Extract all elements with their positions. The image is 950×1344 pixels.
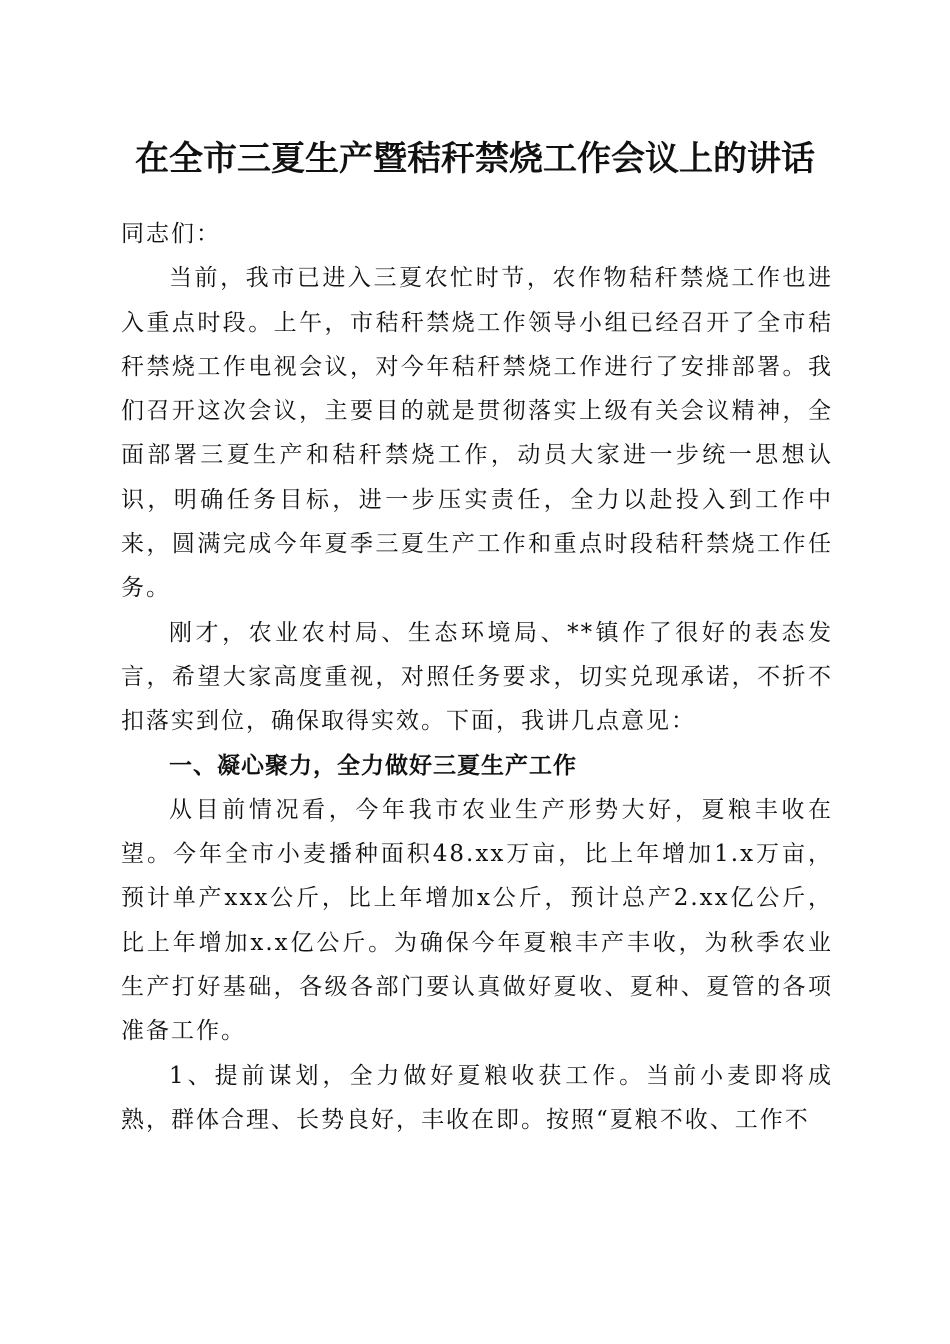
section-paragraph-1: 从目前情况看，今年我市农业生产形势大好，夏粮丰收在望。今年全市小麦播种面积48.xx万亩，比上年增加1.x万亩，预计单产xxx公斤，比上年增加x公斤，预计总产2.xx亿公斤，比上年增加x.x亿公斤。为确保今年夏粮丰产丰收，为秋季农业生产打好基础，各级各部门要认真做好夏收、夏种、夏管的各项准备工作。	[121, 796, 833, 1045]
document-body	[121, 212, 833, 1142]
document-title: 在全市三夏生产暨秸秆禁烧工作会议上的讲话	[135, 139, 815, 179]
section-heading: 一、凝心聚力，全力做好三夏生产工作	[169, 752, 577, 779]
section-paragraph-2: 1、提前谋划，全力做好夏粮收获工作。当前小麦即将成熟，群体合理、长势良好，丰收在即。按照“夏粮不收、工作不	[121, 1062, 833, 1133]
greeting: 同志们：	[121, 221, 221, 247]
paragraph-1: 当前，我市已进入三夏农忙时节，农作物秸秆禁烧工作也进入重点时段。上午，市秸秆禁烧工作领导小组已经召开了全市秸秆禁烧工作电视会议，对今年秸秆禁烧工作进行了安排部署。我们召开这次会议，主要目的就是贯彻落实上级有关会议精神，全面部署三夏生产和秸秆禁烧工作，动员大家进一步统一思想认识，明确任务目标，进一步压实责任，全力以赴投入到工作中来，圆满完成今年夏季三夏生产工作和重点时段秸秆禁烧工作任务。	[121, 265, 833, 602]
paragraph-2: 刚才，农业农村局、生态环境局、**镇作了很好的表态发言，希望大家高度重视，对照任务要求，切实兑现承诺，不折不扣落实到位，确保取得实效。下面，我讲几点意见：	[121, 619, 833, 735]
